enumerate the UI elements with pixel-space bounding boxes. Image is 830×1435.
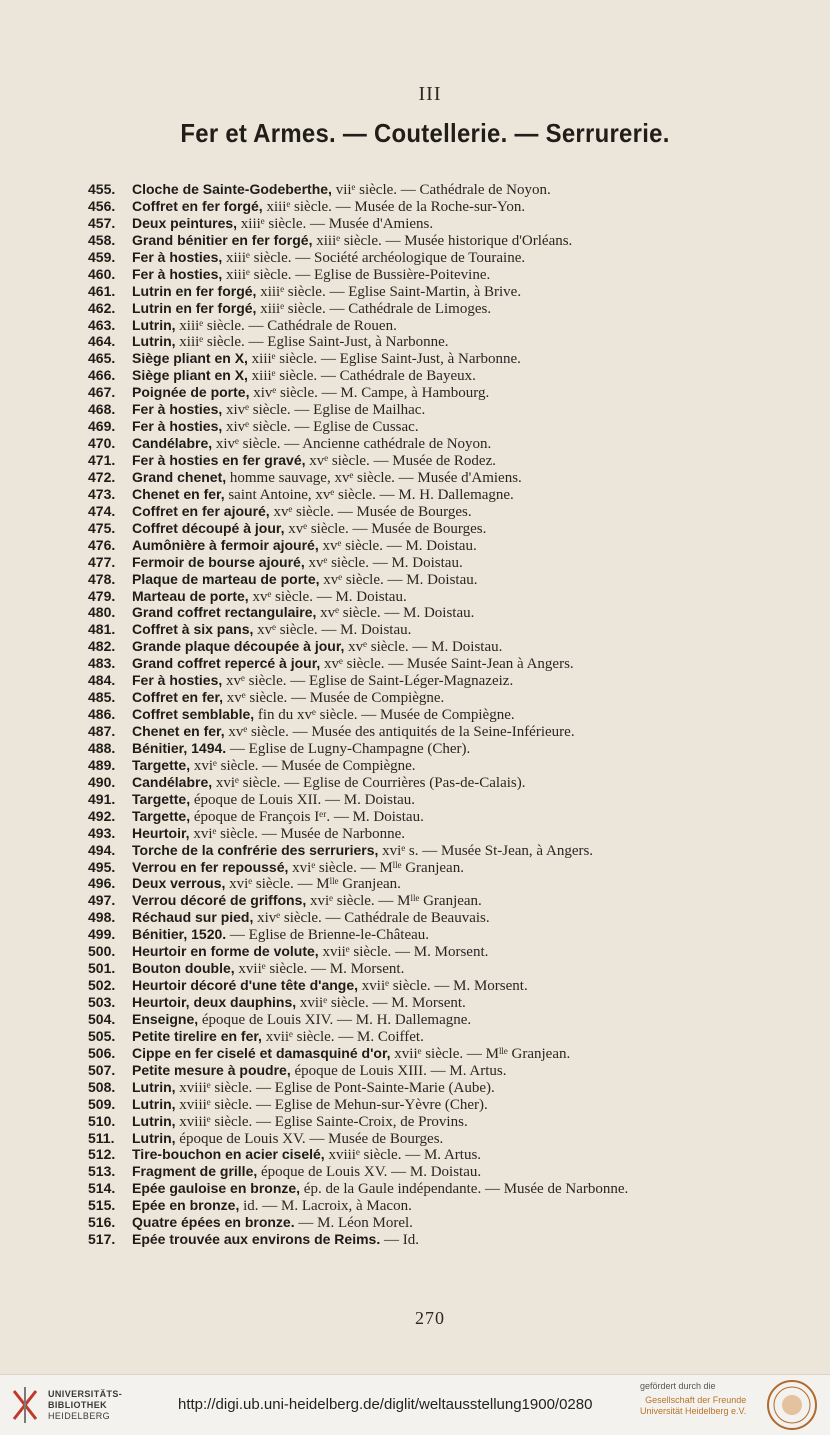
entry-title: Chenet en fer, — [132, 723, 225, 739]
entry-title: Deux verrous, — [132, 875, 226, 892]
library-name-line: HEIDELBERG — [48, 1411, 111, 1421]
entry-details: xiiiᵉ siècle. — Cathédrale de Limoges. — [256, 300, 492, 317]
entry-title: Siège pliant en X, — [132, 367, 248, 384]
entry-details: homme sauvage, xvᵉ siècle. — Musée d'Amiens. — [226, 469, 522, 486]
entry-number: 514. — [88, 1180, 116, 1197]
entry-title: Heurtoir, deux dauphins, — [132, 994, 297, 1010]
entry-title: Chenet en fer, — [132, 485, 225, 502]
catalogue-entry — [88, 503, 788, 520]
entry-details: époque de Louis XIII. — M. Artus. — [290, 1062, 507, 1079]
entry-title: Lutrin, — [132, 1129, 176, 1146]
entry-title: Lutrin, — [132, 1095, 176, 1112]
entry-title: Fer à hosties, — [132, 265, 223, 282]
catalogue-entry — [88, 892, 788, 909]
entry-title: Coffret découpé à jour, — [132, 519, 285, 536]
entry-number: 509. — [88, 1095, 116, 1112]
entry-title: Coffret en fer forgé, — [132, 197, 263, 214]
catalogue-entry — [88, 1130, 788, 1147]
entry-details: — Id. — [380, 1232, 419, 1249]
catalogue-entry — [88, 825, 788, 842]
entry-details: xviiᵉ siècle. — M. Morsent. — [358, 978, 528, 995]
entry-details: xvᵉ siècle. — Musée des antiquités de la Seine-Inférieure. — [224, 724, 575, 740]
catalogue-entry — [88, 418, 788, 435]
sponsor-name-line: Universität Heidelberg e.V. — [640, 1406, 747, 1416]
entry-details: époque de Louis XV. — M. Doistau. — [257, 1164, 482, 1181]
entry-title: Cippe en fer ciselé et damasquiné d'or, — [132, 1044, 391, 1061]
entry-title: Heurtoir en forme de volute, — [132, 943, 319, 960]
catalogue-entry — [88, 333, 788, 350]
entry-details: xivᵉ siècle. — Eglise de Mailhac. — [222, 402, 426, 419]
entry-details: xiiiᵉ siècle. — Musée de la Roche-sur-Yon. — [262, 198, 526, 215]
catalogue-entry — [88, 1180, 788, 1197]
entry-number: 480. — [88, 604, 116, 621]
entry-details: xviiᵉ siècle. — M. Coiffet. — [261, 1028, 424, 1045]
entry-details: — Eglise de Brienne-le-Château. — [226, 927, 430, 944]
catalogue-entry — [88, 994, 788, 1011]
entry-title: Epée trouvée aux environs de Reims. — [132, 1231, 381, 1248]
entry-details: xviᵉ siècle. — Musée de Compiègne. — [190, 757, 416, 774]
catalogue-entry — [88, 1079, 788, 1096]
entry-title: Heurtoir décoré d'une tête d'ange, — [132, 977, 359, 994]
catalogue-entry — [88, 706, 788, 723]
entry-number: 515. — [88, 1197, 116, 1214]
entry-details: xvᵉ siècle. — M. Doistau. — [316, 605, 475, 622]
entry-title: Réchaud sur pied, — [132, 909, 254, 926]
entry-number: 464. — [88, 333, 116, 350]
entry-number: 471. — [88, 452, 116, 468]
sponsor-name — [640, 1395, 746, 1417]
entry-details: xiiiᵉ siècle. — Musée d'Amiens. — [237, 215, 434, 232]
university-seal-icon — [766, 1379, 818, 1431]
catalogue-entry — [88, 926, 788, 943]
footer-bar — [0, 1374, 830, 1435]
entry-title: Bouton double, — [132, 960, 235, 977]
entry-number: 488. — [88, 739, 116, 756]
entry-title: Epée en bronze, — [132, 1197, 240, 1214]
catalogue-entry — [88, 774, 788, 791]
catalogue-entry — [88, 350, 788, 367]
library-name-line: BIBLIOTHEK — [48, 1400, 107, 1410]
entry-title: Quatre épées en bronze. — [132, 1214, 295, 1231]
catalogue-entry — [88, 943, 788, 960]
entry-details: xvᵉ siècle. — Musée de Rodez. — [305, 453, 496, 469]
catalogue-entry — [88, 1045, 788, 1062]
entry-details: xviiiᵉ siècle. — Eglise Sainte-Croix, de Provins. — [175, 1113, 468, 1130]
entry-details: xviiiᵉ siècle. — Eglise de Pont-Sainte-Marie (Aube). — [175, 1079, 495, 1096]
catalogue-entry — [88, 266, 788, 283]
entry-details: — M. Léon Morel. — [294, 1215, 413, 1232]
entry-number: 496. — [88, 875, 116, 892]
entry-details: xvᵉ siècle. — Eglise de Saint-Léger-Magnazeiz. — [222, 673, 514, 690]
entry-title: Coffret en fer ajouré, — [132, 502, 270, 519]
catalogue-entry — [88, 300, 788, 317]
catalogue-entry — [88, 317, 788, 334]
entry-details: époque de Louis XIV. — M. H. Dallemagne. — [198, 1011, 472, 1028]
catalogue-entry — [88, 1214, 788, 1231]
entry-number: 456. — [88, 197, 116, 214]
entry-title: Grand chenet, — [132, 468, 227, 485]
entry-number: 503. — [88, 994, 116, 1010]
catalogue-list — [88, 181, 788, 1248]
entry-title: Cloche de Sainte-Godeberthe, — [132, 181, 332, 197]
catalogue-entry — [88, 537, 788, 554]
entry-title: Coffret à six pans, — [132, 621, 254, 638]
entry-details: xivᵉ siècle. — Cathédrale de Beauvais. — [253, 910, 490, 927]
entry-title: Epée gauloise en bronze, — [132, 1180, 301, 1197]
section-title: Fer et Armes. — Coutellerie. — Serrurerie. — [180, 118, 670, 148]
entry-number: 511. — [88, 1129, 115, 1146]
catalogue-entry — [88, 588, 788, 605]
entry-title: Targette, — [132, 756, 191, 773]
catalogue-entry — [88, 604, 788, 621]
catalogue-entry — [88, 520, 788, 537]
catalogue-entry — [88, 757, 788, 774]
entry-title: Tire-bouchon en acier ciselé, — [132, 1146, 325, 1163]
sponsor-name-line: Gesellschaft der Freunde — [645, 1395, 747, 1405]
entry-details: fin du xvᵉ siècle. — Musée de Compiègne. — [254, 707, 515, 724]
library-name-line: UNIVERSITÄTS- — [48, 1389, 123, 1399]
entry-details: xviᵉ siècle. — Musée de Narbonne. — [189, 825, 406, 842]
entry-number: 479. — [88, 587, 116, 604]
entry-details: — Eglise de Lugny-Champagne (Cher). — [226, 740, 471, 757]
entry-number: 455. — [88, 181, 116, 197]
catalogue-entry — [88, 486, 788, 503]
catalogue-entry — [88, 571, 788, 588]
entry-details: xivᵉ siècle. — Ancienne cathédrale de Noyon. — [212, 436, 492, 453]
entry-details: xviᵉ s. — Musée St-Jean, à Angers. — [378, 842, 594, 859]
catalogue-entry — [88, 638, 788, 655]
entry-details: xiiiᵉ siècle. — Eglise Saint-Just, à Narbonne. — [247, 351, 521, 368]
catalogue-entry — [88, 435, 788, 452]
entry-number: 466. — [88, 367, 116, 384]
entry-number: 493. — [88, 824, 116, 841]
catalogue-entry — [88, 1163, 788, 1180]
entry-details: xiiiᵉ siècle. — Cathédrale de Rouen. — [175, 317, 397, 334]
entry-number: 484. — [88, 672, 116, 689]
entry-details: saint Antoine, xvᵉ siècle. — M. H. Dallemagne. — [224, 486, 514, 503]
entry-details: xvᵉ siècle. — M. Doistau. — [318, 537, 477, 554]
entry-number: 512. — [88, 1146, 116, 1163]
entry-number: 473. — [88, 485, 116, 502]
entry-details: xviᵉ siècle. — Mˡˡᵉ Granjean. — [225, 876, 401, 893]
entry-number: 501. — [88, 960, 116, 977]
entry-title: Fer à hosties, — [132, 248, 223, 265]
entry-number: 494. — [88, 841, 116, 858]
entry-number: 482. — [88, 638, 116, 655]
entry-title: Coffret en fer, — [132, 689, 224, 706]
entry-number: 461. — [88, 282, 116, 299]
entry-number: 477. — [88, 553, 116, 570]
entry-number: 499. — [88, 926, 116, 943]
entry-details: époque de François Iᵉʳ. — M. Doistau. — [190, 808, 424, 825]
entry-number: 469. — [88, 418, 116, 435]
entry-details: xviᵉ siècle. — Mˡˡᵉ Granjean. — [288, 859, 464, 876]
entry-title: Candélabre, — [132, 435, 213, 452]
entry-number: 491. — [88, 790, 116, 807]
entry-number: 504. — [88, 1010, 116, 1027]
entry-number: 492. — [88, 807, 116, 824]
catalogue-entry — [88, 740, 788, 757]
catalogue-entry — [88, 977, 788, 994]
entry-title: Fragment de grille, — [132, 1163, 258, 1180]
entry-title: Enseigne, — [132, 1010, 199, 1027]
entry-title: Fer à hosties, — [132, 418, 223, 435]
catalogue-entry — [88, 621, 788, 638]
entry-details: ép. de la Gaule indépendante. — Musée de Narbonne. — [300, 1181, 629, 1198]
entry-title: Petite mesure à poudre, — [132, 1061, 291, 1078]
entry-number: 468. — [88, 401, 116, 418]
entry-title: Bénitier, 1520. — [132, 926, 227, 943]
entry-details: xiiiᵉ siècle. — Société archéologique de Touraine. — [222, 249, 526, 266]
entry-details: xviiᵉ siècle. — M. Morsent. — [296, 995, 466, 1011]
entry-title: Bénitier, 1494. — [132, 739, 227, 756]
entry-number: 481. — [88, 621, 116, 638]
library-name — [48, 1389, 122, 1422]
entry-details: xviiᵉ siècle. — M. Morsent. — [318, 944, 489, 961]
entry-details: xviiᵉ siècle. — Mˡˡᵉ Granjean. — [390, 1045, 571, 1062]
catalogue-entry — [88, 232, 788, 249]
entry-details: xiiiᵉ siècle. — Eglise Saint-Martin, à Brive. — [256, 283, 522, 300]
entry-number: 485. — [88, 689, 116, 706]
entry-details: époque de Louis XV. — Musée de Bourges. — [175, 1130, 444, 1147]
entry-details: xviᵉ siècle. — Mˡˡᵉ Granjean. — [306, 893, 482, 910]
entry-details: xiiiᵉ siècle. — Eglise Saint-Just, à Narbonne. — [175, 334, 449, 351]
entry-title: Lutrin, — [132, 1078, 176, 1095]
entry-details: xiiiᵉ siècle. — Eglise de Bussière-Poitevine. — [222, 266, 491, 283]
entry-title: Deux peintures, — [132, 214, 238, 231]
catalogue-entry — [88, 842, 788, 859]
entry-title: Torche de la confrérie des serruriers, — [132, 841, 379, 858]
entry-title: Lutrin, — [132, 316, 176, 333]
entry-number: 483. — [88, 655, 116, 672]
entry-number: 513. — [88, 1163, 116, 1180]
catalogue-entry — [88, 909, 788, 926]
entry-number: 486. — [88, 706, 116, 723]
page-number: 270 — [415, 1308, 445, 1328]
entry-title: Poignée de porte, — [132, 384, 250, 401]
entry-details: xvᵉ siècle. — M. Doistau. — [253, 622, 412, 639]
entry-title: Lutrin, — [132, 1112, 176, 1129]
entry-number: 475. — [88, 519, 116, 536]
entry-number: 500. — [88, 943, 116, 960]
entry-details: xvᵉ siècle. — M. Doistau. — [304, 554, 463, 571]
entry-title: Plaque de marteau de porte, — [132, 570, 320, 587]
entry-title: Candélabre, — [132, 773, 213, 790]
entry-number: 495. — [88, 858, 116, 875]
catalogue-entry — [88, 1231, 788, 1248]
entry-details: xvᵉ siècle. — Musée de Bourges. — [269, 503, 472, 520]
entry-details: xvᵉ siècle. — Musée de Compiègne. — [223, 690, 445, 707]
catalogue-entry — [88, 1096, 788, 1113]
catalogue-entry — [88, 181, 788, 198]
entry-number: 459. — [88, 248, 116, 265]
entry-number: 463. — [88, 316, 116, 333]
catalogue-entry — [88, 1028, 788, 1045]
sponsor-note: gefördert durch die — [640, 1381, 716, 1391]
entry-number: 465. — [88, 350, 116, 367]
entry-number: 507. — [88, 1061, 116, 1078]
entry-title: Lutrin en fer forgé, — [132, 299, 257, 316]
catalogue-entry — [88, 875, 788, 892]
entry-title: Marteau de porte, — [132, 587, 249, 604]
entry-number: 489. — [88, 756, 116, 773]
catalogue-entry — [88, 655, 788, 672]
entry-title: Targette, — [132, 790, 191, 807]
section-number: III — [418, 83, 442, 105]
entry-title: Fermoir de bourse ajouré, — [132, 553, 305, 570]
catalogue-entry — [88, 672, 788, 689]
catalogue-entry — [88, 1113, 788, 1130]
entry-details: viiᵉ siècle. — Cathédrale de Noyon. — [331, 182, 551, 198]
entry-title: Coffret semblable, — [132, 706, 255, 723]
catalogue-entry — [88, 215, 788, 232]
entry-details: xiiiᵉ siècle. — Musée historique d'Orléans. — [312, 232, 573, 249]
entry-title: Heurtoir, — [132, 824, 190, 841]
catalogue-entry — [88, 689, 788, 706]
entry-number: 478. — [88, 570, 116, 587]
entry-number: 470. — [88, 435, 116, 452]
entry-number: 490. — [88, 773, 116, 790]
entry-title: Grand coffret rectangulaire, — [132, 604, 317, 621]
entry-title: Fer à hosties, — [132, 401, 223, 418]
entry-number: 508. — [88, 1078, 116, 1095]
catalogue-entry — [88, 1011, 788, 1028]
entry-number: 505. — [88, 1027, 116, 1044]
catalogue-entry — [88, 1062, 788, 1079]
entry-details: époque de Louis XII. — M. Doistau. — [190, 791, 416, 808]
entry-details: xviiiᵉ siècle. — M. Artus. — [324, 1147, 482, 1164]
entry-details: xviiiᵉ siècle. — Eglise de Mehun-sur-Yèvre (Cher). — [175, 1096, 488, 1113]
university-library-logo-icon — [10, 1385, 40, 1425]
catalogue-entry — [88, 960, 788, 977]
digital-copy-link[interactable]: http://digi.ub.uni-heidelberg.de/diglit/weltausstellung1900/0280 — [178, 1396, 593, 1413]
catalogue-entry — [88, 808, 788, 825]
entry-details: xviᵉ siècle. — Eglise de Courrières (Pas-de-Calais). — [212, 774, 526, 791]
entry-title: Verrou en fer repoussé, — [132, 858, 289, 875]
catalogue-entry — [88, 198, 788, 215]
entry-number: 457. — [88, 214, 116, 231]
entry-details: xvᵉ siècle. — M. Doistau. — [319, 571, 478, 588]
entry-details: xivᵉ siècle. — M. Campe, à Hambourg. — [249, 385, 490, 402]
entry-title: Petite tirelire en fer, — [132, 1027, 262, 1044]
catalogue-entry — [88, 859, 788, 876]
entry-title: Targette, — [132, 807, 191, 824]
entry-number: 462. — [88, 299, 116, 316]
entry-title: Grand coffret repercé à jour, — [132, 655, 321, 672]
entry-title: Aumônière à fermoir ajouré, — [132, 536, 319, 553]
entry-number: 502. — [88, 977, 116, 994]
entry-title: Fer à hosties, — [132, 672, 223, 689]
entry-number: 510. — [88, 1112, 116, 1129]
entry-title: Lutrin, — [132, 333, 176, 350]
entry-details: id. — M. Lacroix, à Macon. — [239, 1198, 412, 1215]
entry-details: xvᵉ siècle. — Musée Saint-Jean à Angers. — [320, 656, 574, 673]
entry-details: xiiiᵉ siècle. — Cathédrale de Bayeux. — [247, 368, 476, 385]
catalogue-entry — [88, 723, 788, 740]
entry-number: 517. — [88, 1231, 116, 1248]
entry-title: Verrou décoré de griffons, — [132, 892, 307, 909]
catalogue-entry — [88, 283, 788, 300]
catalogue-entry — [88, 452, 788, 469]
entry-number: 476. — [88, 536, 116, 553]
catalogue-entry — [88, 469, 788, 486]
entry-number: 472. — [88, 468, 116, 485]
catalogue-entry — [88, 384, 788, 401]
entry-number: 487. — [88, 723, 116, 739]
entry-number: 497. — [88, 892, 116, 909]
entry-details: xvᵉ siècle. — M. Doistau. — [344, 639, 503, 656]
entry-number: 516. — [88, 1214, 116, 1231]
entry-title: Lutrin en fer forgé, — [132, 282, 257, 299]
catalogue-entry — [88, 401, 788, 418]
catalogue-entry — [88, 1146, 788, 1163]
entry-number: 474. — [88, 502, 116, 519]
entry-number: 467. — [88, 384, 116, 401]
entry-number: 460. — [88, 265, 116, 282]
entry-details: xvᵉ siècle. — Musée de Bourges. — [284, 520, 487, 537]
entry-title: Fer à hosties en fer gravé, — [132, 452, 306, 468]
entry-title: Grande plaque découpée à jour, — [132, 638, 345, 655]
catalogue-entry — [88, 554, 788, 571]
entry-number: 506. — [88, 1044, 116, 1061]
catalogue-entry — [88, 367, 788, 384]
entry-number: 458. — [88, 231, 116, 248]
entry-details: xvᵉ siècle. — M. Doistau. — [248, 588, 407, 605]
entry-number: 498. — [88, 909, 116, 926]
entry-details: xivᵉ siècle. — Eglise de Cussac. — [222, 419, 419, 436]
entry-title: Siège pliant en X, — [132, 350, 248, 367]
catalogue-entry — [88, 1197, 788, 1214]
catalogue-entry — [88, 249, 788, 266]
catalogue-entry — [88, 791, 788, 808]
entry-details: xviiᵉ siècle. — M. Morsent. — [234, 961, 405, 978]
entry-title: Grand bénitier en fer forgé, — [132, 231, 313, 248]
